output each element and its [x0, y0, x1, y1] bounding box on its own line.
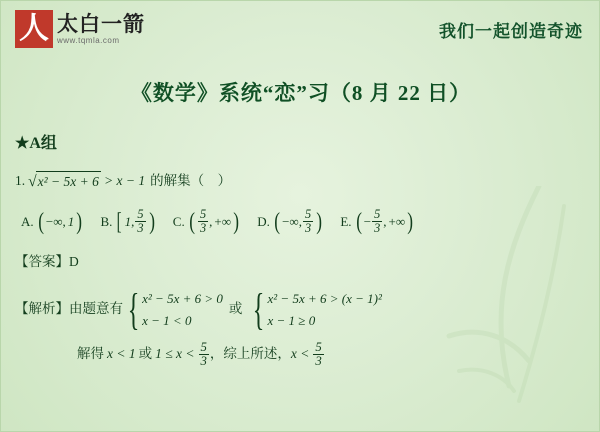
open-paren-icon: (: [188, 207, 195, 235]
choice-a-interval: [37, 207, 84, 235]
conclusion-mid: ，综上所述，: [209, 346, 291, 362]
analysis-conclusion: [77, 341, 587, 369]
choice-e-lo-sign: −: [363, 213, 372, 229]
question-number: 1.: [15, 173, 26, 189]
question-rhs: x − 1: [116, 173, 146, 189]
choice-b-label: B.: [100, 213, 113, 229]
choice-d-label: D.: [257, 213, 270, 229]
fraction-denominator: 3: [304, 221, 312, 236]
document-body: [15, 133, 587, 369]
conclusion-prefix: 解得: [77, 346, 104, 362]
conclusion-part-3: x <: [290, 346, 310, 362]
fraction-numerator: 5: [137, 207, 144, 222]
fraction-numerator: 5: [315, 339, 322, 354]
logo-word-sub: www.tqmla.com: [57, 36, 120, 45]
analysis-connector: 或: [228, 301, 243, 317]
choice-list: [21, 208, 587, 235]
conclusion-part-1: x < 1: [107, 346, 136, 362]
section-heading: ★A组: [15, 135, 57, 152]
close-paren-icon: ): [316, 207, 323, 235]
fraction-numerator: 5: [199, 207, 207, 222]
choice-c[interactable]: [173, 208, 240, 235]
fraction-denominator: 3: [315, 354, 322, 369]
system-a-row-1: x² − 5x + 6 > 0: [142, 291, 223, 307]
fraction-denominator: 3: [199, 221, 207, 236]
analysis-line: [15, 284, 587, 334]
conclusion-fraction-2: [313, 341, 323, 369]
logo-wordmark: [57, 10, 145, 48]
choice-d[interactable]: [257, 208, 323, 235]
comma: ,: [298, 213, 302, 229]
choice-e-lo-fraction: [372, 208, 382, 235]
choice-e-hi: +∞: [388, 213, 406, 229]
sqrt-radicand: x² − 5x + 6: [36, 171, 101, 192]
fraction-denominator: 3: [374, 221, 381, 236]
close-paren-icon: ): [148, 207, 155, 235]
fraction-numerator: 5: [200, 339, 207, 354]
system-a-row-2: x − 1 < 0: [142, 312, 192, 328]
system-b-row-1: x² − 5x + 6 > (x − 1)²: [267, 291, 382, 307]
comma: ,: [383, 213, 387, 229]
choice-c-lo-fraction: [198, 208, 208, 235]
choice-b-interval: [115, 208, 155, 235]
fraction-numerator: 5: [304, 207, 312, 222]
answer-value: D: [69, 254, 79, 270]
choice-b-lo: 1: [124, 213, 132, 229]
comma: ,: [209, 213, 213, 229]
page-title: 《数学》系统“恋”习（8 月 22 日）: [130, 81, 472, 105]
conclusion-fraction-1: [199, 341, 209, 369]
conclusion-or: 或: [138, 346, 153, 362]
choice-e-label: E.: [340, 213, 352, 229]
choice-a-label: A.: [21, 213, 34, 229]
choice-c-label: C.: [172, 213, 185, 229]
question-line: [15, 171, 587, 192]
system-b: [248, 284, 382, 334]
system-a: [123, 284, 223, 334]
sqrt-expression: [28, 171, 101, 192]
choice-a-hi: 1: [67, 213, 75, 229]
logo-word-main: 太白一箭: [57, 12, 145, 36]
system-b-row-2: x − 1 ≥ 0: [267, 312, 316, 328]
choice-e[interactable]: [340, 208, 414, 235]
question-relation: >: [104, 173, 113, 189]
answer-line: [15, 253, 587, 272]
fraction-numerator: 5: [374, 207, 381, 222]
fraction-denominator: 3: [200, 354, 207, 369]
choice-e-interval: [355, 208, 415, 235]
header-slogan: 我们一起创造奇迹: [439, 22, 583, 41]
brand-logo: [15, 10, 145, 48]
open-paren-icon: (: [274, 207, 280, 235]
choice-b[interactable]: [100, 208, 155, 235]
left-brace-icon: {: [127, 284, 140, 334]
choice-c-hi: +∞: [214, 213, 231, 229]
choice-b-hi-fraction: [135, 208, 145, 235]
choice-a-lo: −∞: [45, 213, 63, 229]
choice-c-interval: [188, 208, 241, 235]
open-bracket-icon: [: [117, 207, 122, 235]
sqrt-sign-icon: √: [28, 173, 37, 191]
answer-tag: 【答案】: [15, 254, 69, 270]
conclusion-part-2: 1 ≤ x <: [155, 346, 195, 362]
close-paren-icon: ): [233, 207, 239, 235]
page-header: [1, 1, 600, 59]
fraction-denominator: 3: [137, 221, 144, 236]
choice-d-lo: −∞: [282, 213, 299, 229]
choice-d-interval: [273, 208, 324, 235]
comma: ,: [62, 213, 66, 229]
comma: ,: [131, 213, 135, 229]
left-brace-icon: {: [253, 284, 265, 334]
choice-d-hi-fraction: [303, 208, 313, 235]
analysis-tag: 【解析】由题意有: [15, 301, 123, 317]
close-paren-icon: ): [407, 207, 414, 235]
open-paren-icon: (: [37, 207, 44, 235]
question-tail: 的解集（ ）: [150, 173, 232, 189]
close-paren-icon: ): [76, 207, 83, 235]
choice-a[interactable]: [21, 207, 83, 235]
open-paren-icon: (: [355, 207, 362, 235]
logo-mark-icon: 人: [15, 10, 53, 48]
